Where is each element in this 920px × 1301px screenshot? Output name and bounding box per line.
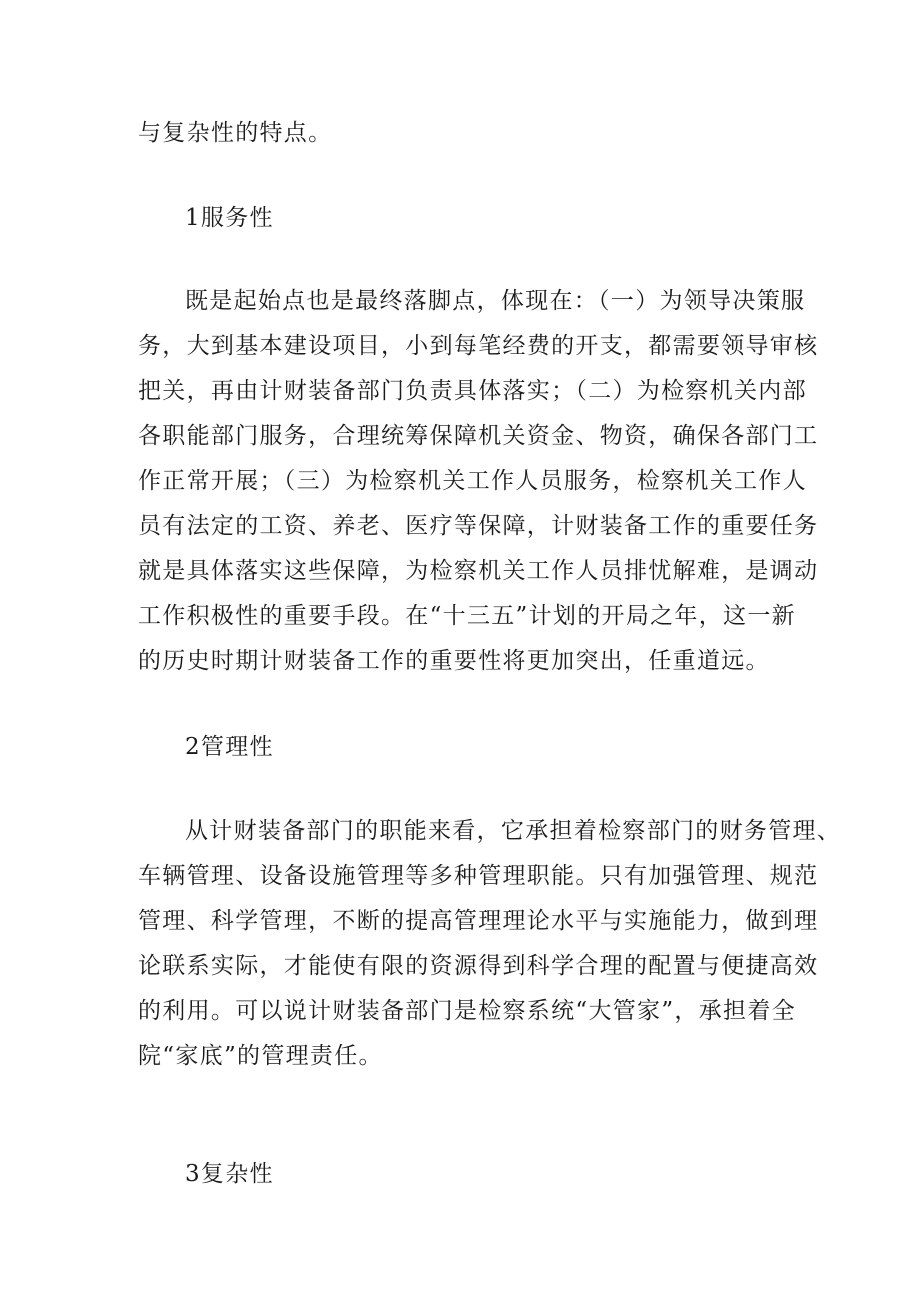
intro-tail-text: 与复杂性的特点。 xyxy=(138,120,333,146)
paragraph-line: 各职能部门服务，合理统筹保障机关资金、物资，确保各部门工 xyxy=(138,423,819,449)
paragraph-line: 的利用。可以说计财装备部门是检察系统“大管家”，承担着全 xyxy=(138,998,796,1024)
paragraph-line: 车辆管理、设备设施管理等多种管理职能。只有加强管理、规范 xyxy=(138,863,819,889)
paragraph-line: 工作积极性的重要手段。在“十三五”计划的开局之年，这一新 xyxy=(138,603,796,629)
paragraph-line: 院“家底”的管理责任。 xyxy=(138,1043,383,1069)
section-heading-complexity: 3复杂性 xyxy=(185,1161,274,1187)
paragraph-line: 务，大到基本建设项目，小到每笔经费的开支，都需要领导审核 xyxy=(138,333,819,359)
paragraph-line: 从计财装备部门的职能来看，它承担着检察部门的财务管理、 xyxy=(185,818,842,844)
paragraph-line: 就是具体落实这些保障，为检察机关工作人员排忧解难，是调动 xyxy=(138,558,819,584)
section-heading-service: 1服务性 xyxy=(185,205,274,231)
paragraph-line: 管理、科学管理，不断的提高管理理论水平与实施能力，做到理 xyxy=(138,908,819,934)
paragraph-line: 的历史时期计财装备工作的重要性将更加突出，任重道远。 xyxy=(138,648,770,674)
paragraph-line: 作正常开展；（三）为检察机关工作人员服务，检察机关工作人 xyxy=(138,468,807,494)
paragraph-line: 把关，再由计财装备部门负责具体落实；（二）为检察机关内部 xyxy=(138,378,807,404)
paragraph-line: 论联系实际，才能使有限的资源得到科学合理的配置与便捷高效 xyxy=(138,953,819,979)
paragraph-line: 既是起始点也是最终落脚点，体现在：（一）为领导决策服 xyxy=(185,288,806,314)
paragraph-line: 员有法定的工资、养老、医疗等保障，计财装备工作的重要任务 xyxy=(138,513,819,539)
section-heading-management: 2管理性 xyxy=(185,734,274,760)
